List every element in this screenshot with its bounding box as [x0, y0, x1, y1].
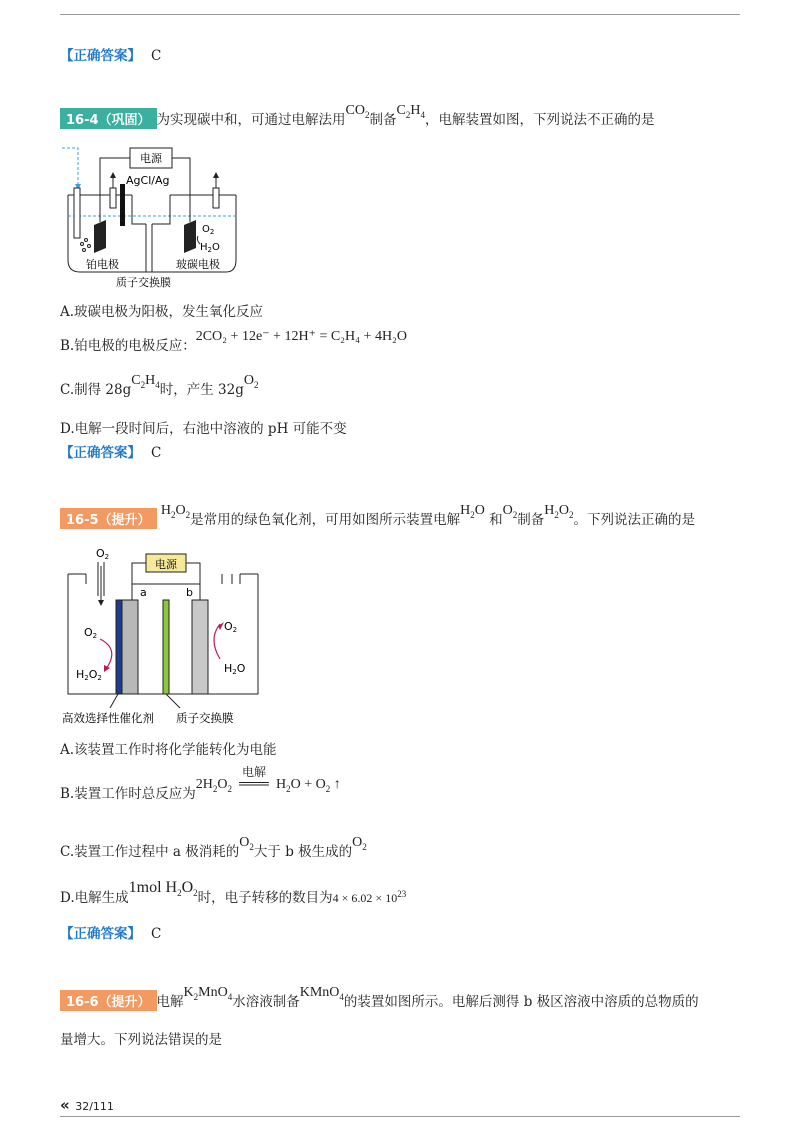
question-badge: 16-4（巩固）: [60, 108, 157, 129]
formula-h2o2: $H_2O_2$: [160, 503, 191, 520]
question-16-6-stem-line2: 量增大。下列说法错误的是: [60, 1032, 222, 1048]
formula-h2o: $H_2O$: [460, 503, 485, 520]
question-16-5-stem: 16-5（提升） $H_2O_2$是常用的绿色氧化剂，可用如图所示装置电解$H_2O$ 和$O_2$制备$H_2O_2$。下列说法正确的是: [60, 508, 695, 530]
question-badge: 16-5（提升）: [60, 508, 157, 529]
o2-right-label: O2: [224, 620, 238, 634]
power-label: 电源: [155, 558, 177, 571]
electrolysis-diagram-16-4: [60, 140, 250, 290]
formula-kmno4: KMnO$_4$: [299, 985, 344, 1002]
question-badge: 16-6（提升）: [60, 990, 157, 1011]
o2-inlet-label: O2: [96, 547, 110, 561]
stem-text: 为实现碳中和，可通过电解法用: [156, 112, 346, 128]
h2o2-label: H2O2: [76, 668, 102, 682]
option-d: D.电解一段时间后，右池中溶液的 pH 可能不变: [60, 421, 347, 437]
formula-h2o2: $H_2O_2$: [544, 503, 574, 520]
pt-electrode-label: 铂电极: [86, 258, 119, 271]
formula-co2: $CO_2$: [345, 103, 370, 120]
stem-text: 制备: [369, 112, 397, 128]
membrane-label: 质子交换膜: [116, 276, 171, 289]
amount: 1mol $H_2O_2$: [128, 879, 198, 899]
power-label: 电源: [140, 152, 162, 165]
answer-value: C: [151, 48, 162, 64]
double-chevron-left-icon[interactable]: «: [60, 1096, 70, 1114]
h2o-label: H2O: [224, 662, 246, 676]
page-footer: [60, 1096, 114, 1114]
agcl-label: AgCl/Ag: [126, 174, 170, 187]
electrolysis-diagram-16-5: [60, 544, 280, 726]
option-c: C.装置工作过程中 a 极消耗的$O_2$大于 b 极生成的$O_2$: [60, 835, 367, 860]
o2-label: $O_2$: [202, 224, 215, 236]
answer-row: [60, 44, 161, 64]
question-16-6-stem: 16-6（提升） 电解$K_2MnO_4$水溶液制备KMnO$_4$的装置如图所示。电解后测得 b 极区溶液中溶质的总物质的: [60, 990, 699, 1012]
page-number: 32/111: [75, 1100, 114, 1113]
answer-label: 【正确答案】: [60, 445, 141, 461]
option-b: B.装置工作时总反应为$2H_2O_2$ 电解 ═══ $H_2O + O_2$ ↑: [60, 765, 341, 802]
bottom-rule: [60, 1116, 740, 1117]
answer-label: 【正确答案】: [60, 926, 141, 942]
option-d: D.电解生成1mol $H_2O_2$时，电子转移的数目为$4 \times 6.02 \times 10^{23}$: [60, 879, 407, 906]
catalyst-label: 高效选择性催化剂: [62, 711, 154, 725]
formula-o2: $O_2$: [239, 835, 254, 852]
electrode-b-label: b: [186, 586, 193, 599]
answer-row: [60, 441, 161, 461]
electrode-a-label: a: [140, 586, 147, 599]
h2o-label: $H_2O$: [200, 242, 220, 254]
question-16-4-stem: [60, 103, 655, 130]
option-b: B.铂电极的电极反应：2CO₂ + 12e⁻ + 12H⁺ = C₂H₄ + 4H₂O: [60, 329, 408, 354]
equation: 2CO₂ + 12e⁻ + 12H⁺ = C₂H₄ + 4H₂O: [195, 329, 408, 344]
o2-label: O2: [84, 626, 98, 640]
top-rule: [60, 14, 740, 15]
option-a: A.该装置工作时将化学能转化为电能: [60, 742, 277, 758]
formula-c2h4: $C_2H_4$: [131, 373, 160, 390]
electron-count: $4 \times 6.02 \times 10^{23}$: [332, 889, 407, 905]
answer-value: C: [151, 926, 162, 942]
formula-c2h4: $C_2H_4$: [396, 103, 425, 120]
gc-electrode-label: 玻碳电极: [176, 258, 220, 271]
answer-label: 【正确答案】: [60, 48, 141, 64]
formula-k2mno4: $K_2MnO_4$: [183, 985, 233, 1002]
stem-text: ，电解装置如图，下列说法不正确的是: [424, 112, 655, 128]
formula-o2: $O_2$: [243, 373, 259, 390]
formula-o2: $O_2$: [352, 835, 367, 852]
formula-o2: $O_2$: [502, 503, 518, 520]
membrane-label: 质子交换膜: [176, 711, 234, 725]
option-a: A.玻碳电极为阳极，发生氧化反应: [60, 304, 264, 320]
answer-row: [60, 922, 161, 942]
equation: $2H_2O_2$ 电解 ═══ $H_2O + O_2$ ↑: [195, 765, 341, 794]
answer-value: C: [151, 445, 162, 461]
option-c: C.制得 $28gC_2H_4$时，产生 $32gO_2$: [60, 373, 259, 398]
